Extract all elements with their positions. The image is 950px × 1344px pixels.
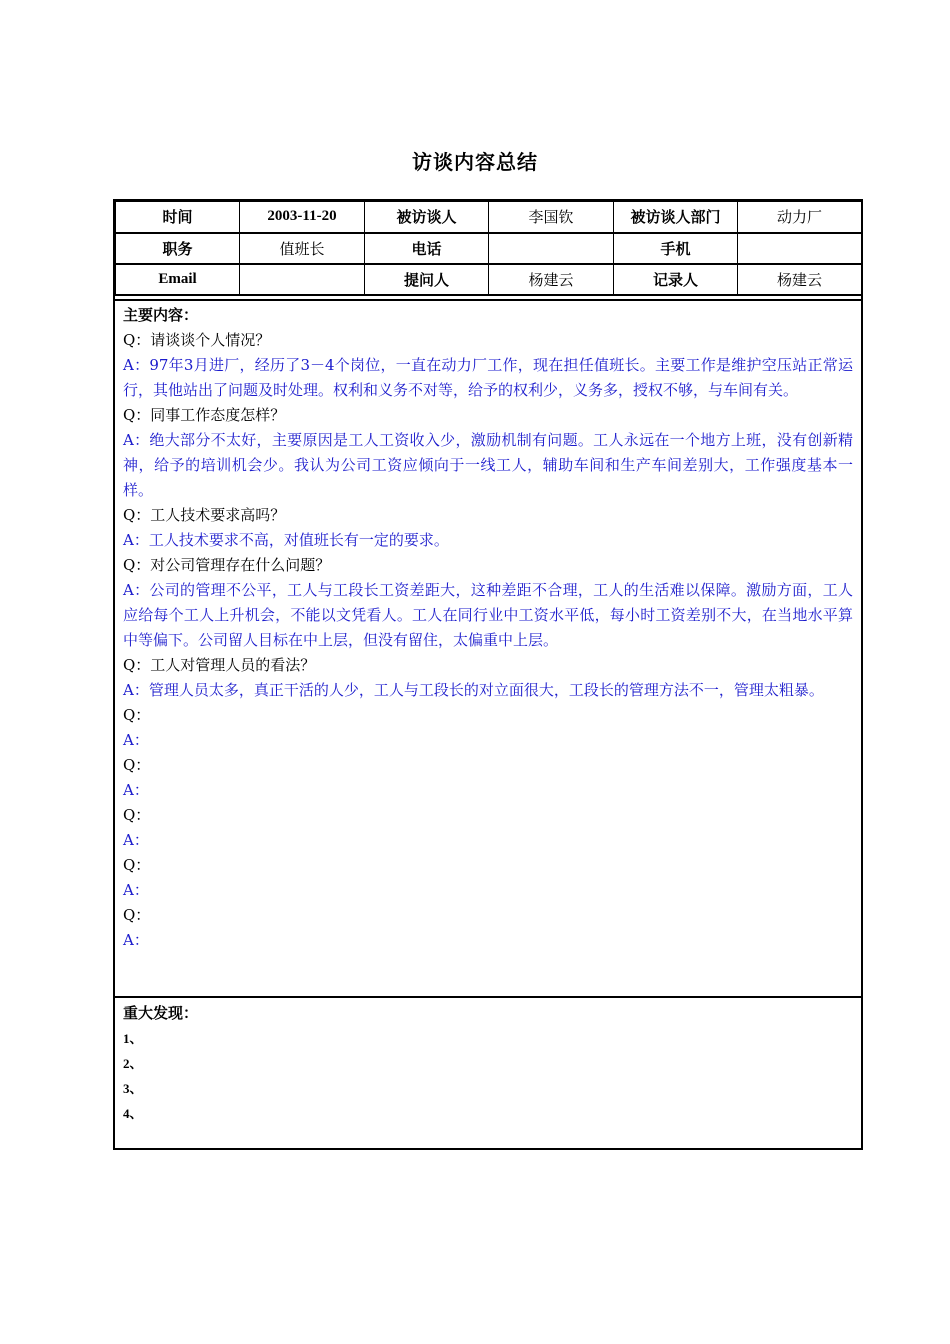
mobile-label: 手机 — [614, 233, 738, 264]
question-3: Q：工人技术要求高吗？ — [123, 506, 286, 524]
phone-value — [489, 233, 614, 264]
main-content-heading: 主要内容： — [123, 306, 199, 324]
interview-form — [113, 199, 863, 1150]
mobile-value — [738, 233, 862, 264]
question-8: Q： — [123, 806, 151, 824]
department-label: 被访谈人部门 — [614, 202, 738, 233]
interviewee-value: 李国钦 — [489, 202, 614, 233]
finding-item-4: 4、 — [123, 1106, 143, 1121]
finding-item-2: 2、 — [123, 1056, 143, 1071]
questioner-label: 提问人 — [365, 264, 489, 295]
question-1: Q：请谈谈个人情况？ — [123, 331, 271, 349]
email-label: Email — [116, 264, 240, 295]
info-row-1 — [116, 202, 862, 233]
email-value — [240, 264, 365, 295]
info-row-2 — [116, 233, 862, 264]
phone-label: 电话 — [365, 233, 489, 264]
time-value: 2003-11-20 — [240, 202, 365, 233]
answer-5: A：管理人员太多，真正干活的人少，工人与工段长的对立面很大，工段长的管理方法不一，管理太粗暴。 — [123, 681, 824, 699]
answer-9: A： — [123, 881, 149, 899]
answer-6: A： — [123, 731, 149, 749]
answer-7: A： — [123, 781, 149, 799]
question-2: Q：同事工作态度怎样？ — [123, 406, 286, 424]
recorder-value: 杨建云 — [738, 264, 862, 295]
info-row-3 — [116, 264, 862, 295]
question-9: Q： — [123, 856, 151, 874]
answer-4: A：公司的管理不公平，工人与工段长工资差距大，这种差距不合理，工人的生活难以保障。激励方面，工人应给每个工人上升机会，不能以文凭看人。工人在同行业中工资水平低，每小时工资差别不大，在当地水平算中等偏下。公司留人目标在中上层，但没有留住，太偏重中上层。 — [123, 581, 853, 649]
answer-2: A：绝大部分不太好，主要原因是工人工资收入少，激励机制有问题。工人永远在一个地方上班，没有创新精神，给予的培训机会少。我认为公司工资应倾向于一线工人，辅助车间和生产车间差别大，工作强度基本一样。 — [123, 431, 853, 499]
question-10: Q： — [123, 906, 151, 924]
interview-info-table — [115, 201, 862, 296]
question-6: Q： — [123, 706, 151, 724]
main-content-section — [115, 299, 861, 996]
time-label: 时间 — [116, 202, 240, 233]
position-value: 值班长 — [240, 233, 365, 264]
finding-item-3: 3、 — [123, 1081, 143, 1096]
key-findings-section — [115, 996, 861, 1148]
question-4: Q：对公司管理存在什么问题？ — [123, 556, 331, 574]
document-title: 访谈内容总结 — [412, 150, 538, 174]
question-5: Q：工人对管理人员的看法？ — [123, 656, 316, 674]
answer-10: A： — [123, 931, 149, 949]
department-value: 动力厂 — [738, 202, 862, 233]
answer-1: A：97年3月进厂，经历了3－4个岗位，一直在动力厂工作，现在担任值班长。主要工作是维护空压站正常运行，其他站出了问题及时处理。权利和义务不对等，给予的权利少，义务多，授权不够，与车间有关。 — [123, 356, 853, 399]
question-7: Q： — [123, 756, 151, 774]
qa-list — [123, 328, 853, 953]
interviewee-label: 被访谈人 — [365, 202, 489, 233]
finding-item-1: 1、 — [123, 1031, 143, 1046]
questioner-value: 杨建云 — [489, 264, 614, 295]
position-label: 职务 — [116, 233, 240, 264]
key-findings-heading: 重大发现： — [123, 1004, 199, 1022]
recorder-label: 记录人 — [614, 264, 738, 295]
answer-8: A： — [123, 831, 149, 849]
answer-3: A：工人技术要求不高，对值班长有一定的要求。 — [123, 531, 449, 549]
